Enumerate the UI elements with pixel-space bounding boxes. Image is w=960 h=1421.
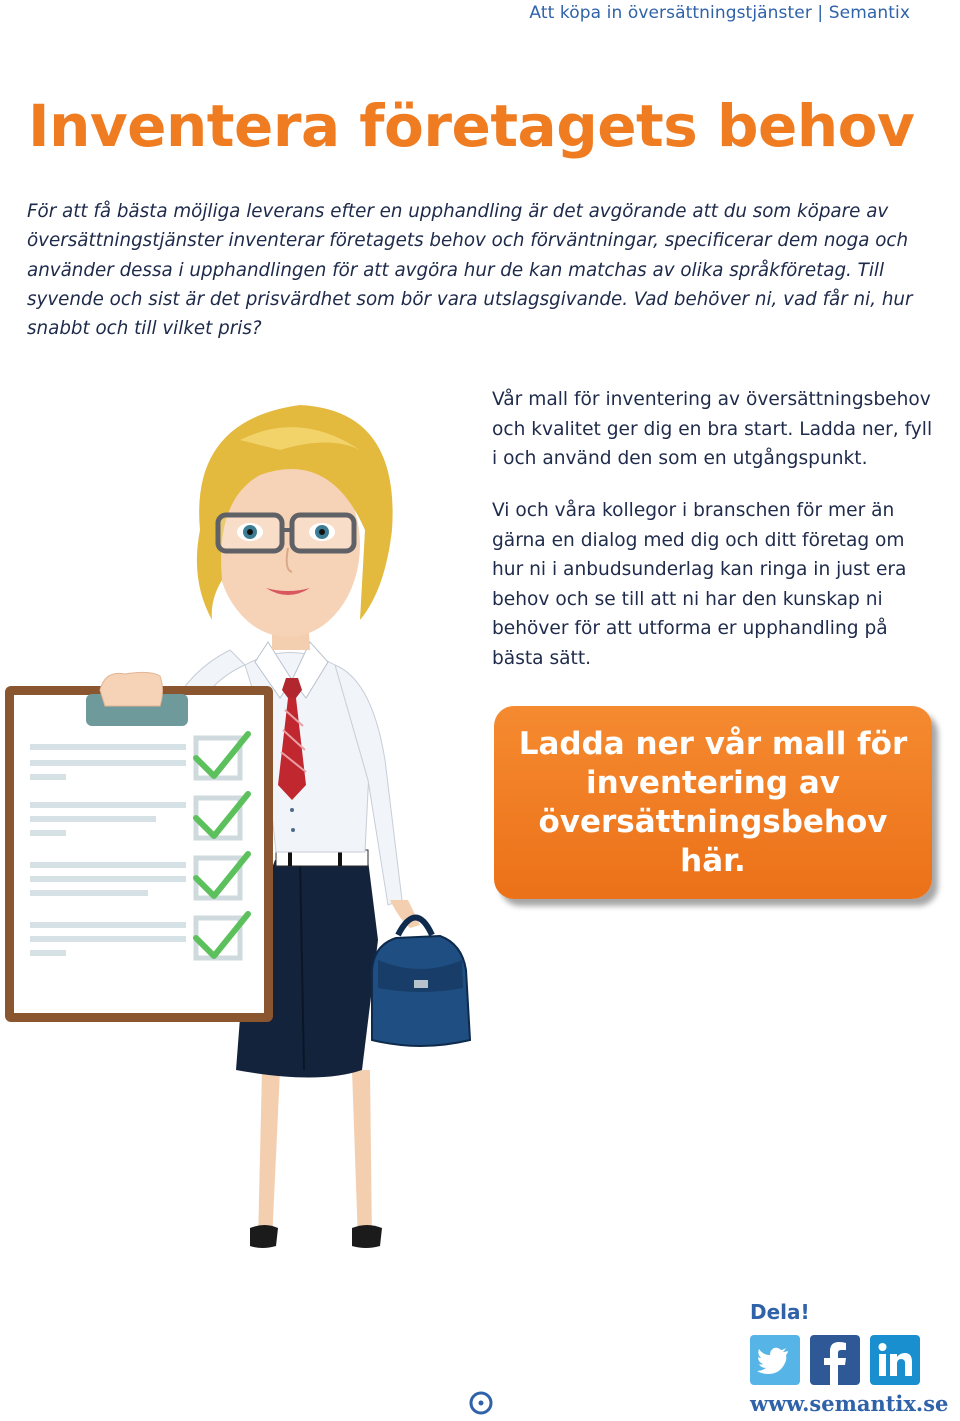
intro-paragraph: För att få bästa möjliga leverans efter en upphandling är det avgörande att du som köpare av översättningstjänster inventerar företagets behov och förväntningar, specificerar dem noga och använder dessa i upphandlingen för att avgöra hur de kan matchas av olika språkföretag. Till syvende och sist är det prisvärdhet som bör vara utslagsgivande. Vad behöver ni, vad får ni, hur snabbt och till vilket pris?	[27, 201, 913, 340]
woman-with-checklist-illustration	[0, 380, 480, 1260]
download-template-label: Ladda ner vår mall för inventering av översättningsbehov här.	[518, 725, 908, 879]
share-label: Dela!	[750, 1300, 810, 1324]
page-title: Inventera företagets behov	[28, 92, 915, 160]
running-header: Att köpa in översättningstjänster | Semantix	[529, 3, 910, 23]
website-link[interactable]: www.semantix.se	[750, 1391, 949, 1416]
body-paragraph-dialog: Vi och våra kollegor i branschen för mer än gärna en dialog med dig och ditt företag om hur ni i anbudsunderlag kan ringa in just era behov och se till att ni har den kunskap ni behöver för att utforma er upphandling på bästa sätt.	[492, 500, 907, 669]
page-marker-icon	[468, 1390, 494, 1416]
body-paragraph-template: Vår mall för inventering av översättningsbehov och kvalitet ger dig en bra start. Ladda ner, fyll i och använd den som en utgångspunkt.	[492, 389, 933, 469]
facebook-icon[interactable]	[810, 1335, 860, 1385]
linkedin-icon[interactable]	[870, 1335, 920, 1385]
twitter-icon[interactable]	[750, 1335, 800, 1385]
download-template-button[interactable]	[494, 706, 932, 899]
